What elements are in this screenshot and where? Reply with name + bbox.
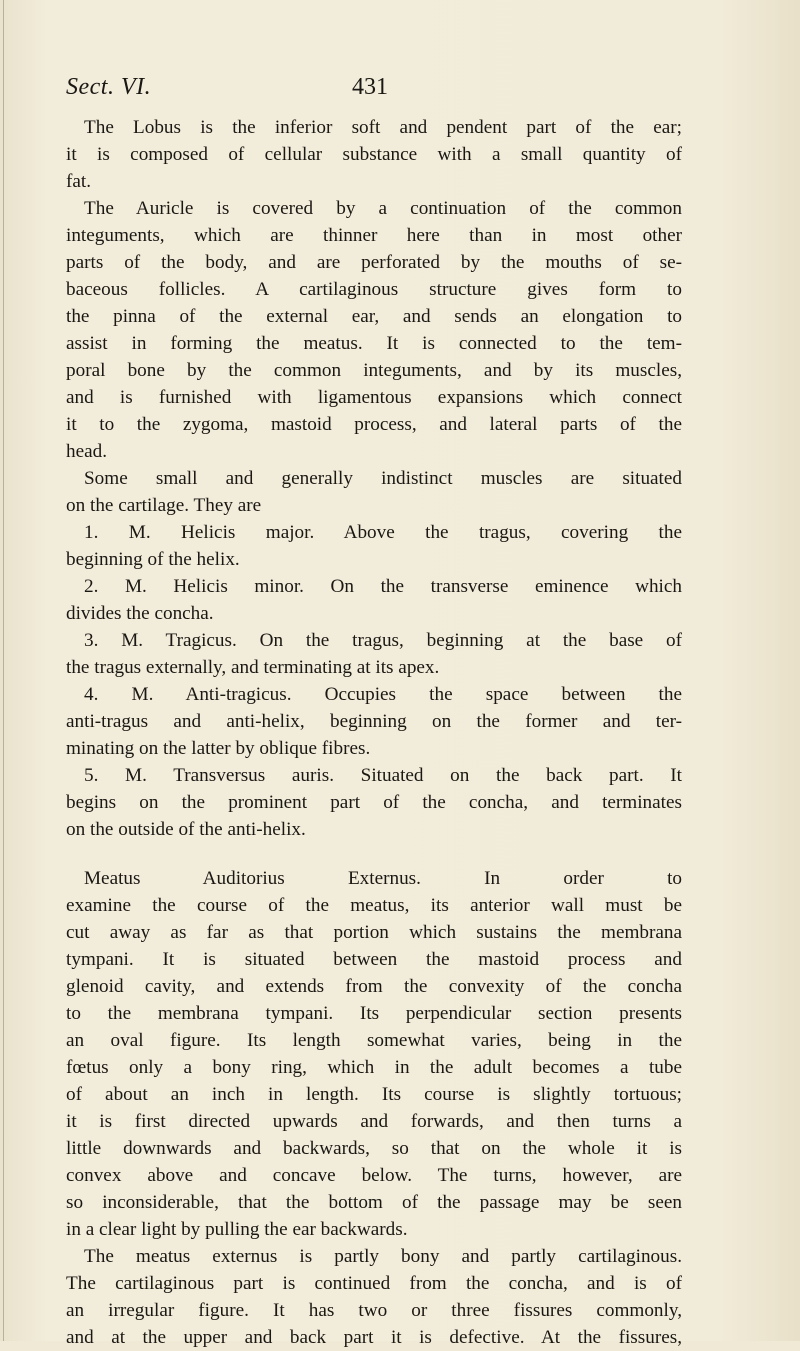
text-line: The meatus externus is partly bony and partly cartilaginous. bbox=[84, 1246, 682, 1267]
text-line: anti-tragus and anti-helix, beginning on the former and ter- bbox=[66, 711, 682, 732]
text-line: Meatus Auditorius Externus. In order to bbox=[84, 868, 682, 889]
text-line: fat. bbox=[66, 171, 92, 192]
text-line: examine the course of the meatus, its anterior wall must be bbox=[66, 895, 682, 916]
text-line: the pinna of the external ear, and sends an elongation to bbox=[66, 306, 682, 327]
text-line: integuments, which are thinner here than in most other bbox=[66, 225, 682, 246]
text-line: an oval figure. Its length somewhat varies, being in the bbox=[66, 1030, 682, 1051]
text-line: assist in forming the meatus. It is connected to the tem- bbox=[66, 333, 682, 354]
text-line: baceous follicles. A cartilaginous structure gives form to bbox=[66, 279, 682, 300]
text-line: 2. M. Helicis minor. On the transverse eminence which bbox=[84, 576, 682, 597]
text-line: cut away as far as that portion which sustains the membrana bbox=[66, 922, 682, 943]
text-line: fœtus only a bony ring, which in the adult becomes a tube bbox=[66, 1057, 682, 1078]
text-line: The cartilaginous part is continued from the concha, and is of bbox=[66, 1273, 682, 1294]
text-line: begins on the prominent part of the concha, and terminates bbox=[66, 792, 682, 813]
text-line: The Lobus is the inferior soft and pendent part of the ear; bbox=[84, 117, 682, 138]
text-line: little downwards and backwards, so that on the whole it is bbox=[66, 1138, 682, 1159]
text-line: it is first directed upwards and forwards, and then turns a bbox=[66, 1111, 682, 1132]
text-line: an irregular figure. It has two or three fissures commonly, bbox=[66, 1300, 682, 1321]
text-line: on the outside of the anti-helix. bbox=[66, 819, 306, 840]
body-text bbox=[66, 114, 682, 1351]
text-line: and at the upper and back part it is defective. At the fissures, bbox=[66, 1327, 682, 1348]
text-line: 1. M. Helicis major. Above the tragus, covering the bbox=[84, 522, 682, 543]
text-line: parts of the body, and are perforated by the mouths of se- bbox=[66, 252, 682, 273]
text-line: 3. M. Tragicus. On the tragus, beginning at the base of bbox=[84, 630, 682, 651]
paragraph-gap bbox=[66, 843, 682, 865]
text-line: minating on the latter by oblique fibres. bbox=[66, 738, 371, 759]
text-line: glenoid cavity, and extends from the convexity of the concha bbox=[66, 976, 682, 997]
text-line: so inconsiderable, that the bottom of the passage may be seen bbox=[66, 1192, 682, 1213]
page-number: 431 bbox=[352, 74, 388, 100]
text-line: 5. M. Transversus auris. Situated on the back part. It bbox=[84, 765, 682, 786]
page-header bbox=[66, 74, 716, 108]
text-line: the tragus externally, and terminating at its apex. bbox=[66, 657, 440, 678]
text-line: it is composed of cellular substance with a small quantity of bbox=[66, 144, 682, 165]
text-line: beginning of the helix. bbox=[66, 549, 240, 570]
text-line: tympani. It is situated between the mastoid process and bbox=[66, 949, 682, 970]
text-line: it to the zygoma, mastoid process, and lateral parts of the bbox=[66, 414, 682, 435]
text-line: convex above and concave below. The turns, however, are bbox=[66, 1165, 682, 1186]
text-line: of about an inch in length. Its course is slightly tortuous; bbox=[66, 1084, 682, 1105]
running-head: Sect. VI. bbox=[66, 74, 152, 100]
text-line: in a clear light by pulling the ear backwards. bbox=[66, 1219, 408, 1240]
text-line: 4. M. Anti-tragicus. Occupies the space between the bbox=[84, 684, 682, 705]
text-line: head. bbox=[66, 441, 108, 462]
text-line: The Auricle is covered by a continuation of the common bbox=[84, 198, 682, 219]
page-edge-shadow bbox=[3, 0, 4, 1341]
text-line: divides the concha. bbox=[66, 603, 214, 624]
text-line: and is furnished with ligamentous expansions which connect bbox=[66, 387, 682, 408]
text-line: on the cartilage. They are bbox=[66, 495, 262, 516]
text-line: to the membrana tympani. Its perpendicular section presents bbox=[66, 1003, 682, 1024]
text-line: Some small and generally indistinct muscles are situated bbox=[84, 468, 682, 489]
text-line: poral bone by the common integuments, and by its muscles, bbox=[66, 360, 682, 381]
